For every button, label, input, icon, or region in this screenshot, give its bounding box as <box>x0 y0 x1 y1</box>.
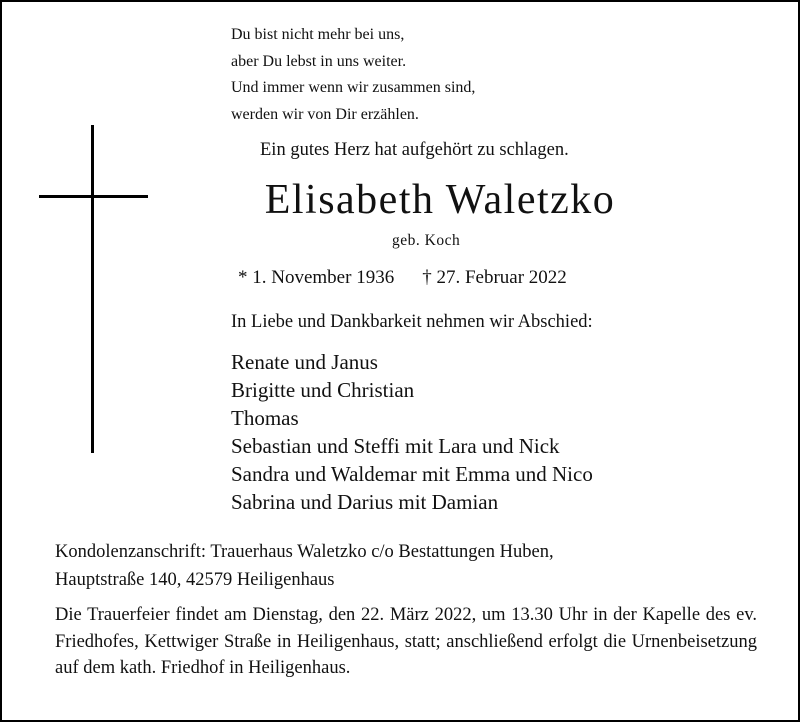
address-line: Kondolenzanschrift: Trauerhaus Waletzko c/o Bestattungen Huben, <box>55 542 554 562</box>
mourner-entry: Sabrina und Darius mit Damian <box>231 490 499 514</box>
farewell-line: In Liebe und Dankbarkeit nehmen wir Abschied: <box>231 312 593 332</box>
condolence-address <box>55 538 554 594</box>
life-dates <box>238 267 567 289</box>
mourner-entry: Thomas <box>231 406 299 430</box>
mourner-entry: Sandra und Waldemar mit Emma und Nico <box>231 462 593 486</box>
poem-line: Und immer wenn wir zusammen sind, <box>231 79 476 96</box>
mourners-list <box>231 348 593 516</box>
address-line: Hauptstraße 140, 42579 Heiligenhaus <box>55 570 335 590</box>
death-date: † 27. Februar 2022 <box>422 267 567 288</box>
ceremony-info: Die Trauerfeier findet am Dienstag, den 22. März 2022, um 13.30 Uhr in der Kapelle des ev. Friedhofes, Kettwiger Straße in Heiligenhaus, statt; anschließend erfolgt die Urnenbeisetzung auf dem kath. Friedhof in Heiligenhaus. <box>55 605 757 678</box>
birth-date: * 1. November 1936 <box>238 267 395 288</box>
poem-line: Du bist nicht mehr bei uns, <box>231 26 405 43</box>
poem <box>231 22 475 128</box>
poem-line: aber Du lebst in uns weiter. <box>231 52 407 70</box>
maiden-name: geb. Koch <box>392 232 461 249</box>
mourner-entry: Renate und Janus <box>231 350 378 374</box>
cross-vertical-bar <box>91 125 94 453</box>
deceased-name: Elisabeth Waletzko <box>264 177 616 223</box>
mourner-entry: Brigitte und Christian <box>231 378 415 402</box>
tagline: Ein gutes Herz hat aufgehört zu schlagen. <box>260 140 569 160</box>
mourner-entry: Sebastian und Steffi mit Lara und Nick <box>231 434 560 458</box>
poem-line: werden wir von Dir erzählen. <box>231 105 419 123</box>
